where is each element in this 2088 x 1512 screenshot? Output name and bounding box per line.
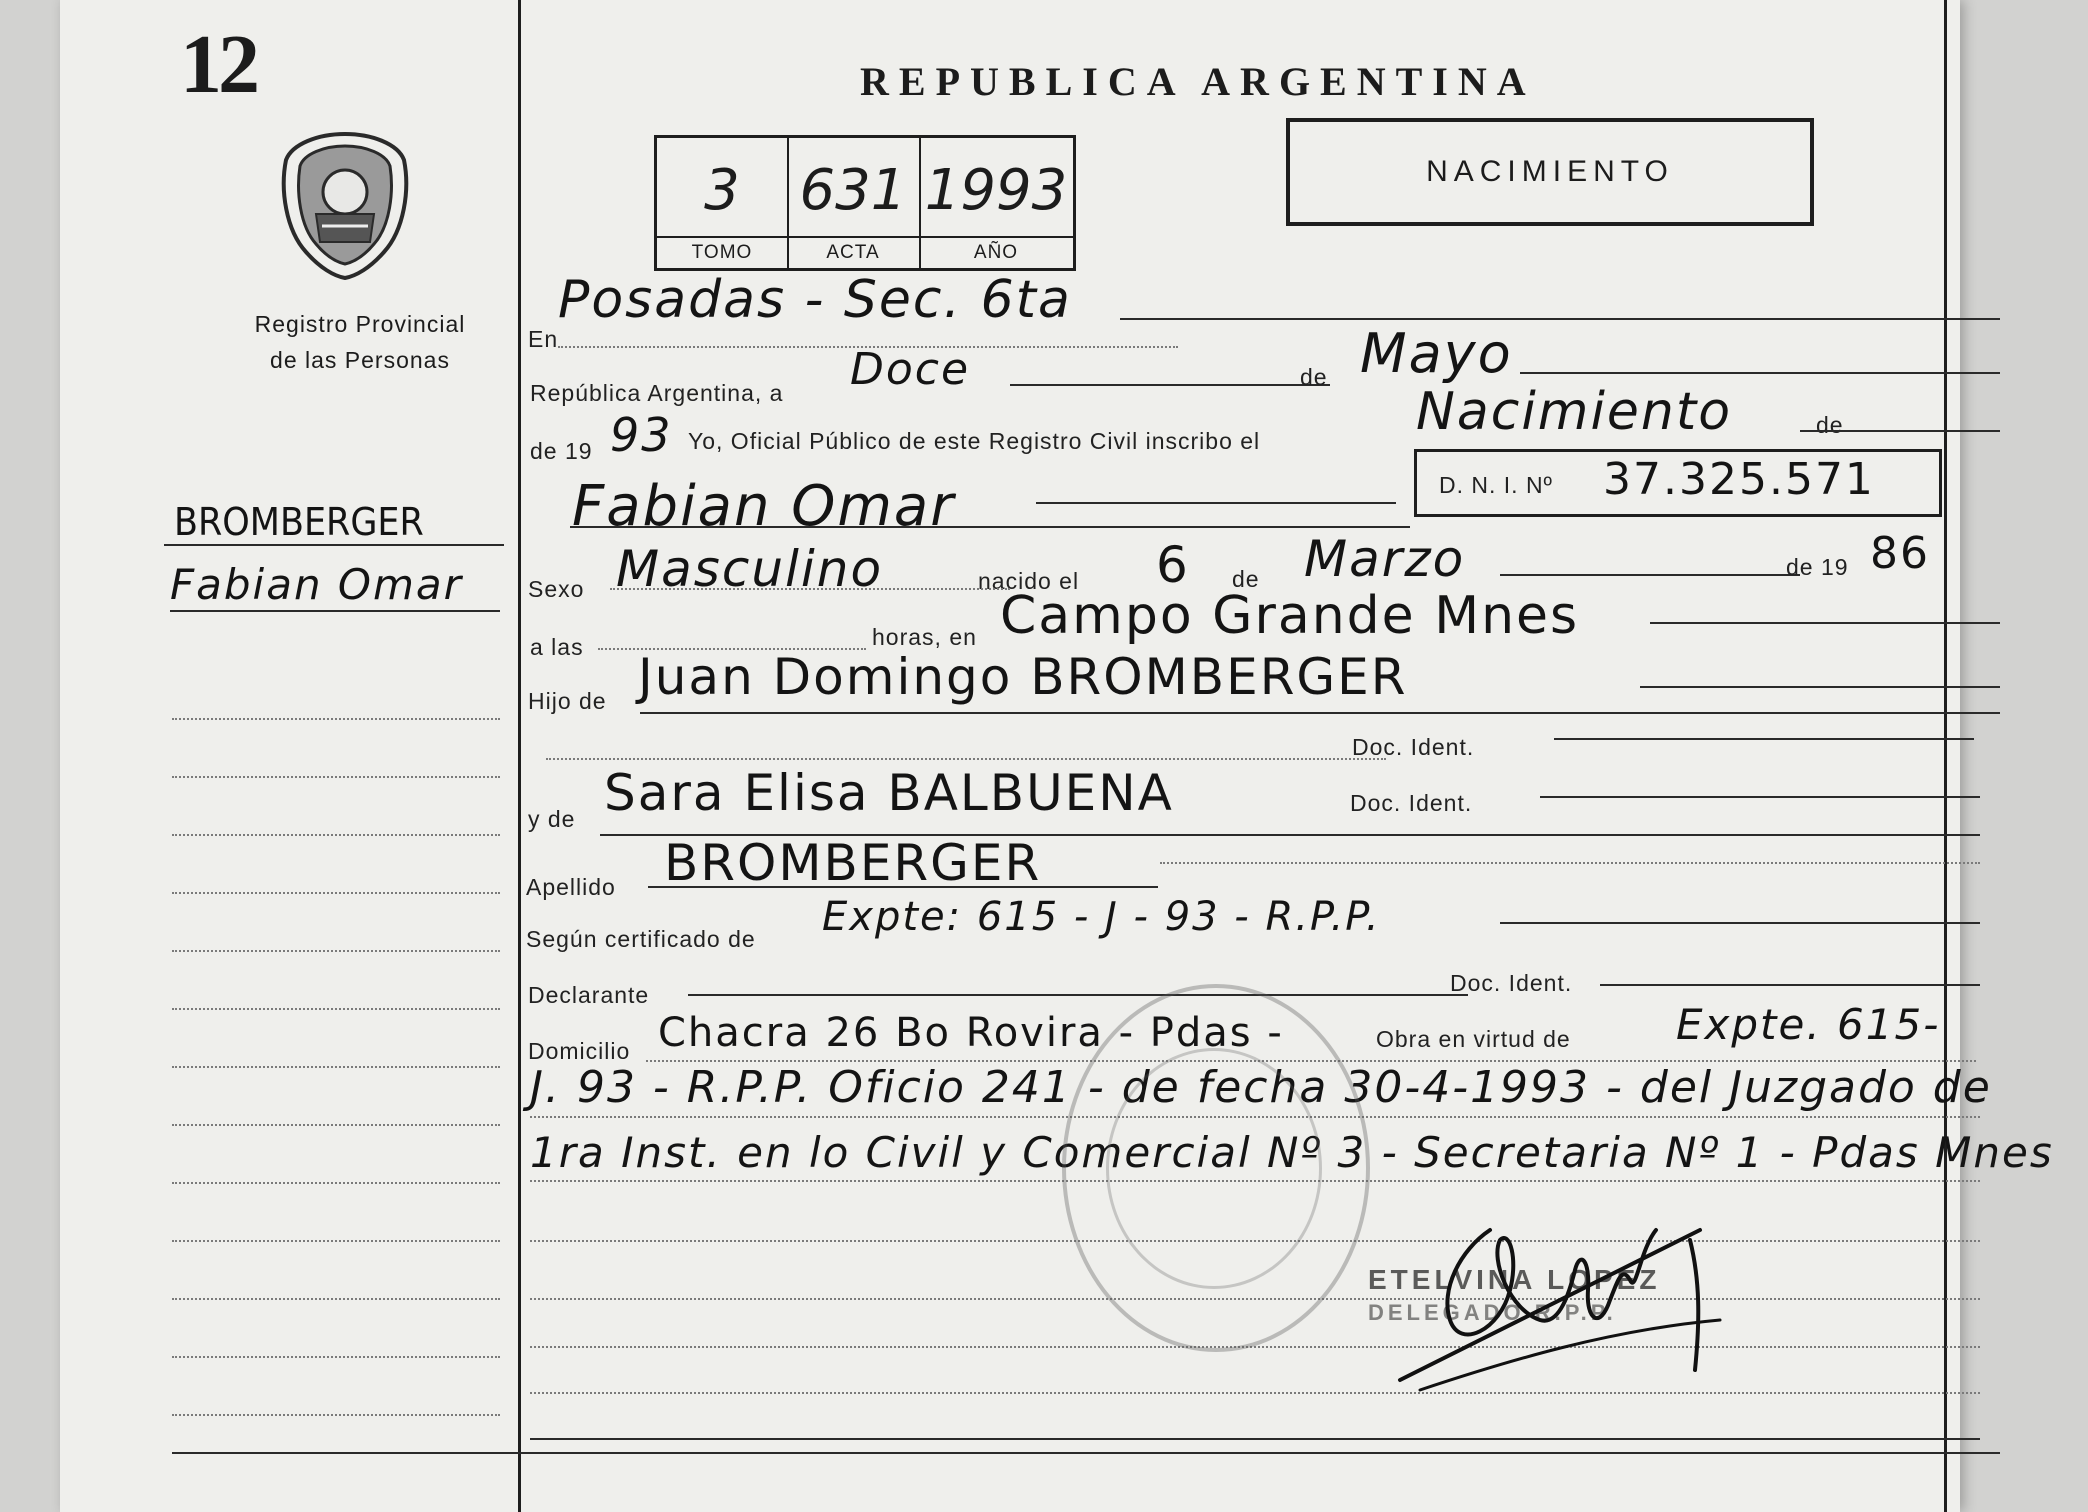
father-dash — [1640, 686, 2000, 688]
officer-text: Yo, Oficial Público de este Registro Civil inscribo el — [688, 428, 1261, 454]
de-label-3: de — [1232, 566, 1260, 592]
note-line-1: J. 93 - R.P.P. Oficio 241 - de fecha 30-4-1993 - del Juzgado de — [530, 1062, 1992, 1113]
right-border — [1944, 0, 1947, 1512]
margin-underline-1 — [164, 544, 504, 546]
margin-rule — [172, 950, 500, 952]
de-label-2: de — [1816, 412, 1844, 438]
declarante-line — [688, 994, 1468, 996]
anio-value: 1993 — [924, 158, 1068, 223]
acta-cell — [787, 138, 921, 268]
surname-value: BROMBERGER — [664, 834, 1042, 892]
margin-rule — [172, 1356, 500, 1358]
anio-cell — [919, 138, 1073, 268]
dni-box — [1414, 449, 1942, 517]
given-names-underline — [570, 526, 1410, 528]
tomo-cell — [657, 138, 789, 268]
registry-line-2: de las Personas — [270, 347, 450, 373]
margin-rule — [172, 892, 500, 894]
place-dash — [1120, 318, 2000, 320]
republica-label: República Argentina, a — [530, 380, 784, 406]
margin-rule — [172, 718, 500, 720]
given-names-value: Fabian Omar — [572, 474, 956, 539]
birth-place-dash — [1650, 622, 2000, 624]
year-suffix-value: 93 — [610, 408, 673, 462]
certificate-value: Expte: 615 - J - 93 - R.P.P. — [822, 894, 1381, 940]
month-value: Mayo — [1360, 322, 1513, 385]
margin-rule — [172, 1182, 500, 1184]
de-19-label: de 19 — [530, 438, 593, 464]
obra-label: Obra en virtud de — [1376, 1026, 1571, 1052]
father-underline — [640, 712, 2000, 714]
margin-underline-2 — [170, 610, 500, 612]
birth-day-value: 6 — [1156, 536, 1190, 594]
father-doc-line — [1554, 738, 1974, 740]
acta-value: 631 — [799, 158, 907, 223]
column-divider — [518, 0, 521, 1512]
en-label: En — [528, 326, 559, 352]
record-type-box: NACIMIENTO — [1286, 118, 1814, 226]
certificate-dash — [1500, 922, 1980, 924]
official-stamp — [1062, 984, 1370, 1352]
acta-label: ACTA — [826, 242, 880, 263]
declarante-doc-line — [1600, 984, 1980, 986]
apellido-label: Apellido — [526, 874, 616, 900]
month-dash — [1520, 372, 2000, 374]
act-type-value: Nacimiento — [1416, 382, 1733, 442]
margin-rule — [172, 1298, 500, 1300]
father-doc-rule — [546, 758, 1386, 760]
father-value: Juan Domingo BROMBERGER — [638, 648, 1408, 706]
tomo-label: TOMO — [691, 242, 753, 263]
margin-rule — [172, 1240, 500, 1242]
surname-underline — [648, 886, 1158, 888]
given-names-rule — [1036, 502, 1396, 504]
day-dash — [1010, 384, 1330, 386]
segun-label: Según certificado de — [526, 926, 756, 952]
form-rule — [530, 1346, 1980, 1348]
note-line-2: 1ra Inst. en lo Civil y Comercial Nº 3 - Secretaria Nº 1 - Pdas Mnes — [530, 1128, 2054, 1177]
margin-rule — [172, 1066, 500, 1068]
margin-rule — [172, 1124, 500, 1126]
margin-rule — [172, 1008, 500, 1010]
registry-name — [210, 306, 510, 378]
dni-label: D. N. I. Nº — [1439, 472, 1553, 498]
signature-icon — [1360, 1170, 1740, 1410]
day-words-value: Doce — [850, 344, 971, 395]
dni-number-value: 37.325.571 — [1603, 454, 1875, 505]
doc-ident-label-2: Doc. Ident. — [1350, 790, 1473, 816]
tomo-value: 3 — [704, 158, 740, 223]
margin-rule — [172, 776, 500, 778]
horas-label: horas, en — [872, 624, 977, 650]
hijo-label: Hijo de — [528, 688, 607, 714]
page-number: 12 — [180, 18, 256, 111]
stamp-name: ETELVINA LOPEZ — [1368, 1264, 1661, 1295]
act-rule — [1800, 430, 2000, 432]
birth-year-suffix-value: 86 — [1870, 528, 1930, 579]
form-rule — [530, 1392, 1980, 1394]
margin-surname: BROMBERGER — [174, 500, 424, 544]
declarante-label: Declarante — [528, 982, 650, 1008]
y-de-label: y de — [528, 806, 576, 832]
mother-doc-line — [1540, 796, 1980, 798]
domicilio-label: Domicilio — [528, 1038, 631, 1064]
form-rule-solid — [530, 1438, 1980, 1440]
sex-value: Masculino — [616, 540, 884, 598]
stamp-title: DELEGADO R.P.P. — [1368, 1300, 1617, 1325]
place-value: Posadas - Sec. 6ta — [558, 270, 1072, 330]
de-label: de — [1300, 364, 1328, 390]
margin-rule — [172, 1414, 500, 1416]
surname-rule — [1160, 862, 1980, 864]
a-las-label: a las — [530, 634, 584, 660]
margin-bottom-rule — [172, 1452, 2000, 1454]
margin-given-names: Fabian Omar — [170, 560, 463, 609]
birth-month-value: Marzo — [1304, 530, 1466, 588]
birth-place-value: Campo Grande Mnes — [1000, 586, 1580, 646]
margin-rule — [172, 834, 500, 836]
birth-month-dash — [1500, 574, 1800, 576]
registry-line-1: Registro Provincial — [254, 311, 466, 337]
sexo-label: Sexo — [528, 576, 585, 602]
address-value: Chacra 26 Bo Rovira - Pdas - — [658, 1010, 1284, 1056]
obra-value: Expte. 615- — [1676, 1000, 1941, 1049]
acta-box — [654, 135, 1076, 271]
doc-ident-label-1: Doc. Ident. — [1352, 734, 1475, 760]
nacido-label: nacido el — [978, 568, 1080, 594]
anio-label: AÑO — [973, 242, 1019, 263]
official-stamp-inner — [1106, 1048, 1322, 1289]
de-19-label-2: de 19 — [1786, 554, 1849, 580]
provincial-seal-icon — [278, 130, 412, 280]
doc-ident-label-3: Doc. Ident. — [1450, 970, 1573, 996]
sex-rule — [610, 588, 1010, 590]
country-title: REPUBLICA ARGENTINA — [860, 59, 1536, 104]
document-page — [60, 0, 2054, 1512]
mother-value: Sara Elisa BALBUENA — [604, 764, 1174, 822]
